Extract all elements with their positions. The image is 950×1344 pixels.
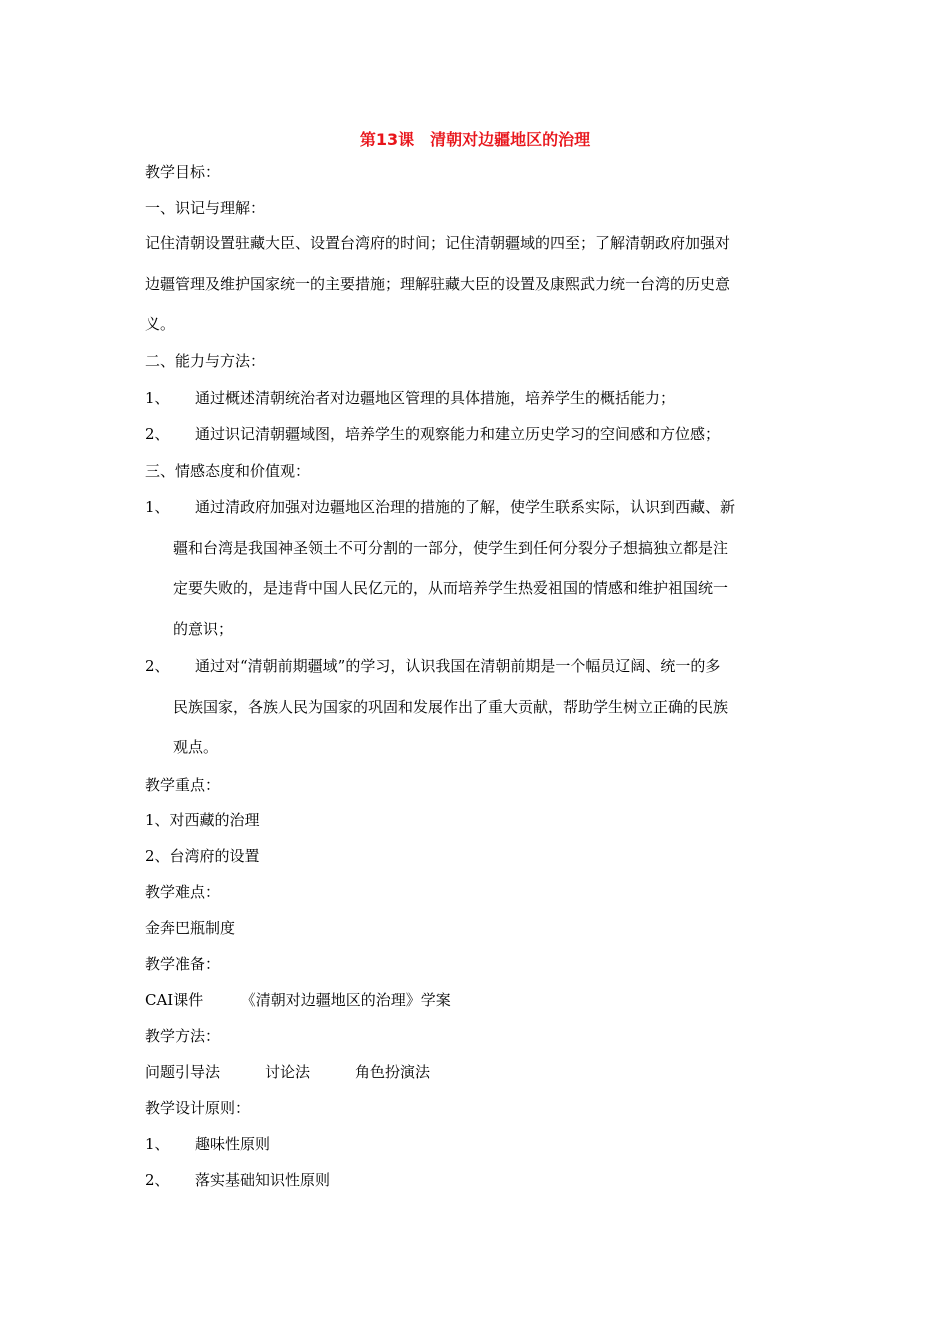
preparation-text: CAI课件 《清朝对边疆地区的治理》学案 [145, 991, 451, 1009]
methods-heading: 教学方法： [145, 1027, 221, 1045]
part1-line: 义。 [145, 315, 176, 333]
part3-item-continuation: 民族国家，各族人民为国家的巩固和发展作出了重大贡献，帮助学生树立正确的民族 [173, 698, 729, 716]
part3-item-number: 1、 [145, 498, 170, 516]
part1-line: 记住清朝设置驻藏大臣、设置台湾府的时间；记住清朝疆域的四至；了解清朝政府加强对 [145, 234, 731, 252]
part1-line: 边疆管理及维护国家统一的主要措施；理解驻藏大臣的设置及康熙武力统一台湾的历史意 [145, 275, 731, 293]
difficulty-text: 金奔巴瓶制度 [145, 919, 236, 937]
part2-item-text: 通过概述清朝统治者对边疆地区管理的具体措施，培养学生的概括能力； [195, 389, 676, 407]
part3-item-continuation: 观点。 [173, 738, 219, 756]
part3-heading: 三、情感态度和价值观： [145, 462, 311, 480]
principle-item-number: 2、 [145, 1171, 170, 1189]
key-points-heading: 教学重点： [145, 776, 221, 794]
part3-item-continuation: 疆和台湾是我国神圣领土不可分割的一部分，使学生到任何分裂分子想搞独立都是注 [173, 539, 729, 557]
preparation-heading: 教学准备： [145, 955, 221, 973]
part1-heading: 一、识记与理解： [145, 199, 266, 217]
part3-item-text: 通过对“清朝前期疆域”的学习，认识我国在清朝前期是一个幅员辽阔、统一的多 [195, 657, 721, 675]
key-point-item: 2、台湾府的设置 [145, 847, 260, 865]
part3-item-text: 通过清政府加强对边疆地区治理的措施的了解，使学生联系实际，认识到西藏、新 [195, 498, 736, 516]
key-point-item: 1、对西藏的治理 [145, 811, 260, 829]
principles-heading: 教学设计原则： [145, 1099, 251, 1117]
principle-item-text: 趣味性原则 [195, 1135, 271, 1153]
part3-item-number: 2、 [145, 657, 170, 675]
principle-item-text: 落实基础知识性原则 [195, 1171, 331, 1189]
part2-item-text: 通过识记清朝疆域图，培养学生的观察能力和建立历史学习的空间感和方位感； [195, 425, 721, 443]
part2-item-number: 1、 [145, 389, 170, 407]
part3-item-continuation: 定要失败的，是违背中国人民亿元的，从而培养学生热爱祖国的情感和维护祖国统一 [173, 579, 729, 597]
methods-text: 问题引导法 讨论法 角色扮演法 [145, 1063, 431, 1081]
part2-heading: 二、能力与方法： [145, 352, 266, 370]
principle-item-number: 1、 [145, 1135, 170, 1153]
goals-heading: 教学目标： [145, 163, 221, 181]
lesson-title: 第13课 清朝对边疆地区的治理 [359, 130, 591, 149]
part2-item-number: 2、 [145, 425, 170, 443]
part3-item-continuation: 的意识； [173, 620, 234, 638]
difficulty-heading: 教学难点： [145, 883, 221, 901]
